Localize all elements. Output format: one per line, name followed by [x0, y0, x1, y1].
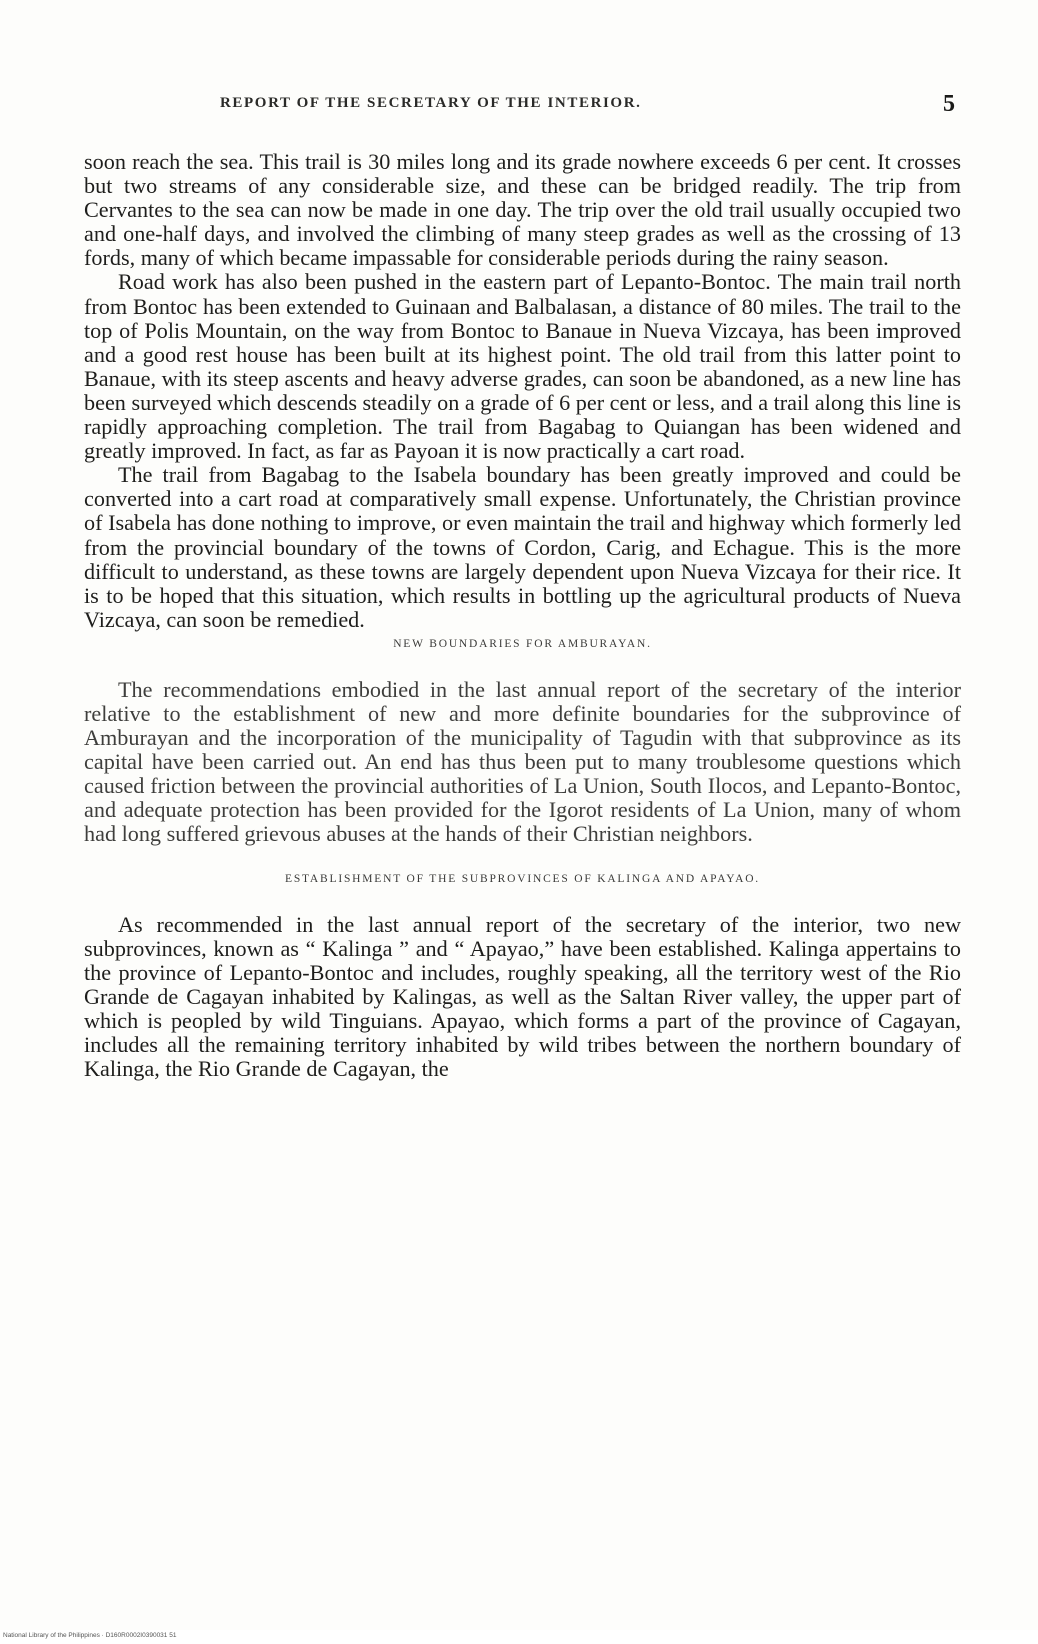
paragraph-road-work: Road work has also been pushed in the eastern part of Lepanto-Bontoc. The main trail north from Bontoc has been extended to Guinaan and Balbalasan, a distance of 80 miles. The trail to the top of Polis Mountain, on the way from Bontoc to Banaue in Nueva Vizcaya, has been improved and a good rest house has been built at its highest point. The old trail from this latter point to Banaue, with its steep ascents and heavy adverse grades, can soon be abandoned, as a new line has been surveyed which descends steadily on a grade of 6 per cent or less, and a trail along this line is rapidly approaching completion. The trail from Bagabag to Quiangan has been widened and greatly improved. In fact, as far as Payoan it is now practically a cart road.: [84, 269, 961, 464]
paragraph-isabela-trail: The trail from Bagabag to the Isabela boundary has been greatly improved and could be converted into a cart road at comparatively small expense. Unfortunately, the Christian province of Isabela has done nothing to improve, or even maintain the trail and highway which formerly led from the provincial boundary of the towns of Cordon, Carig, and Echague. This is the more difficult to understand, as these towns are largely dependent upon Nueva Vizcaya for their rice. It is to be hoped that this situation, which results in bottling up the agricultural products of Nueva Vizcaya, can soon be remedied.: [84, 462, 961, 632]
scan-footer: [0, 1630, 1038, 1644]
section-heading-amburayan: NEW BOUNDARIES FOR AMBURAYAN.: [393, 637, 652, 650]
page-number: 5: [943, 91, 955, 117]
section-heading-kalinga-apayao: ESTABLISHMENT OF THE SUBPROVINCES OF KALINGA AND APAYAO.: [285, 872, 760, 885]
body-text: [84, 150, 961, 1081]
paragraph-continuation: soon reach the sea. This trail is 30 miles long and its grade nowhere exceeds 6 per cent. It crosses but two streams of any considerable size, and these can be bridged readily. The trip from Cervantes to the sea can now be made in one day. The trip over the old trail usually occupied two and one-half days, and involved the climbing of many steep grades as well as the crossing of 13 fords, many of which became impassable for considerable periods during the rainy season.: [84, 149, 961, 271]
scan-footer-text: National Library of the Philippines · D160R0002I0390031 51: [3, 1632, 177, 1639]
paragraph-amburayan: The recommendations embodied in the last annual report of the secretary of the interior relative to the establishment of new and more definite boundaries for the subprovince of Amburayan and the incorporation of the municipality of Tagudin with that subprovince as its capital have been carried out. An end has thus been put to many troublesome questions which caused friction between the provincial authorities of La Union, South Ilocos, and Lepanto-Bontoc, and adequate protection has been provided for the Igorot residents of La Union, many of whom had long suffered grievous abuses at the hands of their Christian neighbors.: [84, 676, 961, 847]
running-title: REPORT OF THE SECRETARY OF THE INTERIOR.: [220, 95, 642, 111]
running-header: [0, 93, 1038, 123]
paragraph-kalinga-apayao: As recommended in the last annual report of the secretary of the interior, two new subprovinces, known as “ Kalinga ” and “ Apayao,” have been established. Kalinga appertains to the province of Lepanto-Bontoc and includes, roughly speaking, all the territory west of the Rio Grande de Cagayan inhabited by Kalingas, as well as the Saltan River valley, the upper part of which is peopled by wild Tinguians. Apayao, which forms a part of the province of Cagayan, includes all the remaining territory inhabited by wild tribes between the northern boundary of Kalinga, the Rio Grande de Cagayan, the: [84, 911, 961, 1082]
